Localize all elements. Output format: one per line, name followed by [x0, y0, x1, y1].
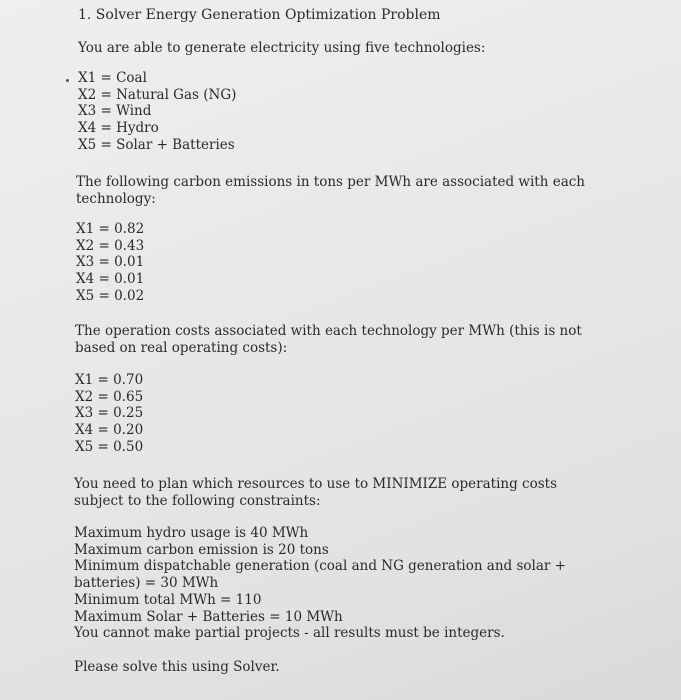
problem-title: 1. Solver Energy Generation Optimization Problem — [78, 7, 441, 23]
list-item: X3 = 0.25 — [75, 405, 144, 422]
emissions-list — [76, 221, 144, 305]
technology-list — [78, 70, 236, 154]
list-item: X4 = 0.20 — [75, 422, 144, 439]
list-item: X2 = 0.43 — [76, 237, 145, 254]
list-item: X1 = 0.70 — [75, 372, 144, 388]
bullet-dot — [66, 79, 69, 82]
list-item: X3 = 0.01 — [76, 254, 145, 271]
list-item: X3 = Wind — [78, 103, 152, 120]
list-item: X2 = Natural Gas (NG) — [78, 86, 237, 103]
costs-intro: The operation costs associated with each technology per MWh (this is not based on real operating costs): — [75, 323, 582, 356]
list-item: X4 = 0.01 — [76, 271, 145, 288]
list-item: Maximum Solar + Batteries = 10 MWh — [74, 608, 343, 625]
list-item: Maximum carbon emission is 20 tons — [74, 541, 329, 558]
list-item: Maximum hydro usage is 40 MWh — [74, 525, 309, 541]
list-item: X2 = 0.65 — [75, 388, 144, 405]
list-item: X5 = 0.50 — [75, 438, 144, 455]
list-item: batteries) = 30 MWh — [74, 575, 219, 592]
list-item: You cannot make partial projects - all results must be integers. — [74, 625, 505, 642]
list-item: X4 = Hydro — [78, 120, 159, 137]
list-item: X1 = 0.82 — [76, 221, 145, 237]
emissions-intro: The following carbon emissions in tons per MWh are associated with each technology: — [76, 174, 586, 207]
list-item: Minimum dispatchable generation (coal and NG generation and solar + — [74, 558, 566, 575]
constraints-list — [74, 525, 566, 642]
costs-list — [75, 372, 143, 456]
intro-text: You are able to generate electricity using five technologies: — [78, 40, 486, 56]
list-item: Minimum total MWh = 110 — [74, 591, 262, 608]
list-item: X1 = Coal — [78, 70, 147, 86]
list-item: X5 = Solar + Batteries — [78, 136, 235, 153]
closing-text: Please solve this using Solver. — [74, 659, 280, 675]
plan-intro: You need to plan which resources to use to MINIMIZE operating costs subject to the following constraints: — [74, 476, 558, 509]
list-item: X5 = 0.02 — [76, 287, 145, 304]
